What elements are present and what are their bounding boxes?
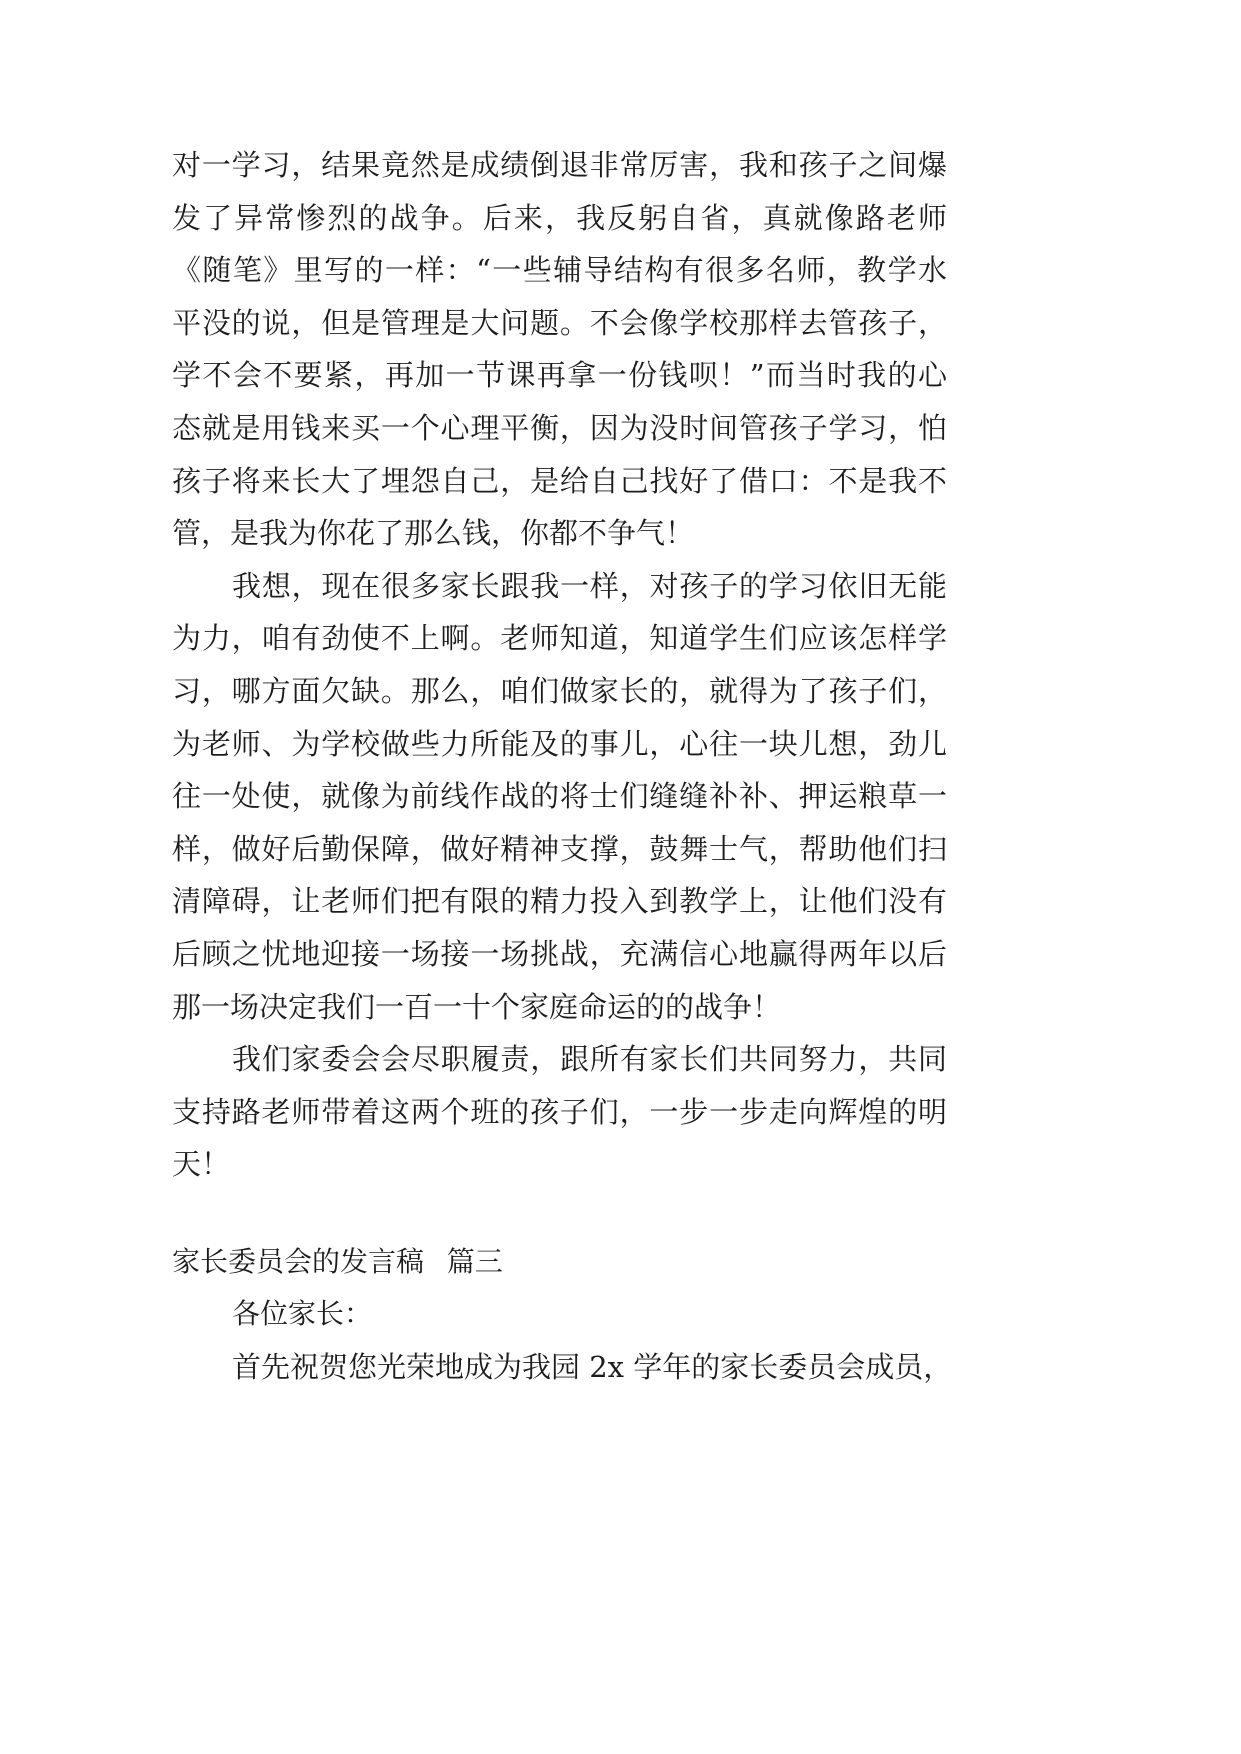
text-line: 往一处使，就像为前线作战的将士们缝缝补补、押运粮草一: [172, 779, 947, 814]
text-line: 学不会不要紧，再加一节课再拿一份钱呗！”而当时我的心: [172, 358, 947, 393]
text-line: 那一场决定我们一百一十个家庭命运的的战争！: [172, 989, 782, 1024]
text-line: 发了异常惨烈的战争。后来，我反躬自省，真就像路老师: [172, 200, 947, 235]
text-line: 对一学习，结果竟然是成绩倒退非常厉害，我和孩子之间爆: [172, 148, 947, 182]
text-line: 首先祝贺您光荣地成为我园 2x 学年的家长委员会成员，: [232, 1350, 953, 1385]
section-heading: 家长委员会的发言稿 篇三: [172, 1244, 503, 1278]
text-line: 为老师、为学校做些力所能及的事儿，心往一块儿想，劲儿: [172, 726, 947, 761]
text-line: 我想，现在很多家长跟我一样，对孩子的学习依旧无能: [232, 568, 947, 603]
text-line: 管，是我为你花了那么钱，你都不争气！: [172, 516, 695, 551]
document-text: [172, 139, 953, 1394]
text-line: 平没的说，但是管理是大问题。不会像学校那样去管孩子，: [172, 305, 947, 340]
text-line: 态就是用钱来买一个心理平衡，因为没时间管孩子学习，怕: [172, 410, 947, 445]
text-line: 《随笔》里写的一样：“一些辅导结构有很多名师，教学水: [172, 253, 947, 288]
text-line: 孩子将来长大了埋怨自己，是给自己找好了借口：不是我不: [172, 463, 947, 498]
paragraph: [172, 139, 947, 560]
text-line: 为力，咱有劲使不上啊。老师知道，知道学生们应该怎样学: [172, 621, 947, 656]
text-line: 天！: [172, 1147, 231, 1182]
text-line: 支持路老师带着这两个班的孩子们，一步一步走向辉煌的明: [172, 1094, 947, 1129]
text-line: 我们家委会会尽职履责，跟所有家长们共同努力，共同: [232, 1042, 947, 1077]
paragraph: [172, 1033, 947, 1191]
text-line: 后顾之忧地迎接一场接一场挑战，充满信心地赢得两年以后: [172, 936, 947, 971]
text-line: 习，哪方面欠缺。那么，咱们做家长的，就得为了孩子们，: [172, 673, 947, 708]
text-line: 清障碍，让老师们把有限的精力投入到教学上，让他们没有: [172, 884, 947, 919]
text-line: 样，做好后勤保障，做好精神支撑，鼓舞士气，帮助他们扫: [172, 831, 947, 866]
paragraph: [172, 560, 947, 1033]
blank-line: [172, 1191, 947, 1236]
salutation: 各位家长：: [232, 1297, 373, 1331]
